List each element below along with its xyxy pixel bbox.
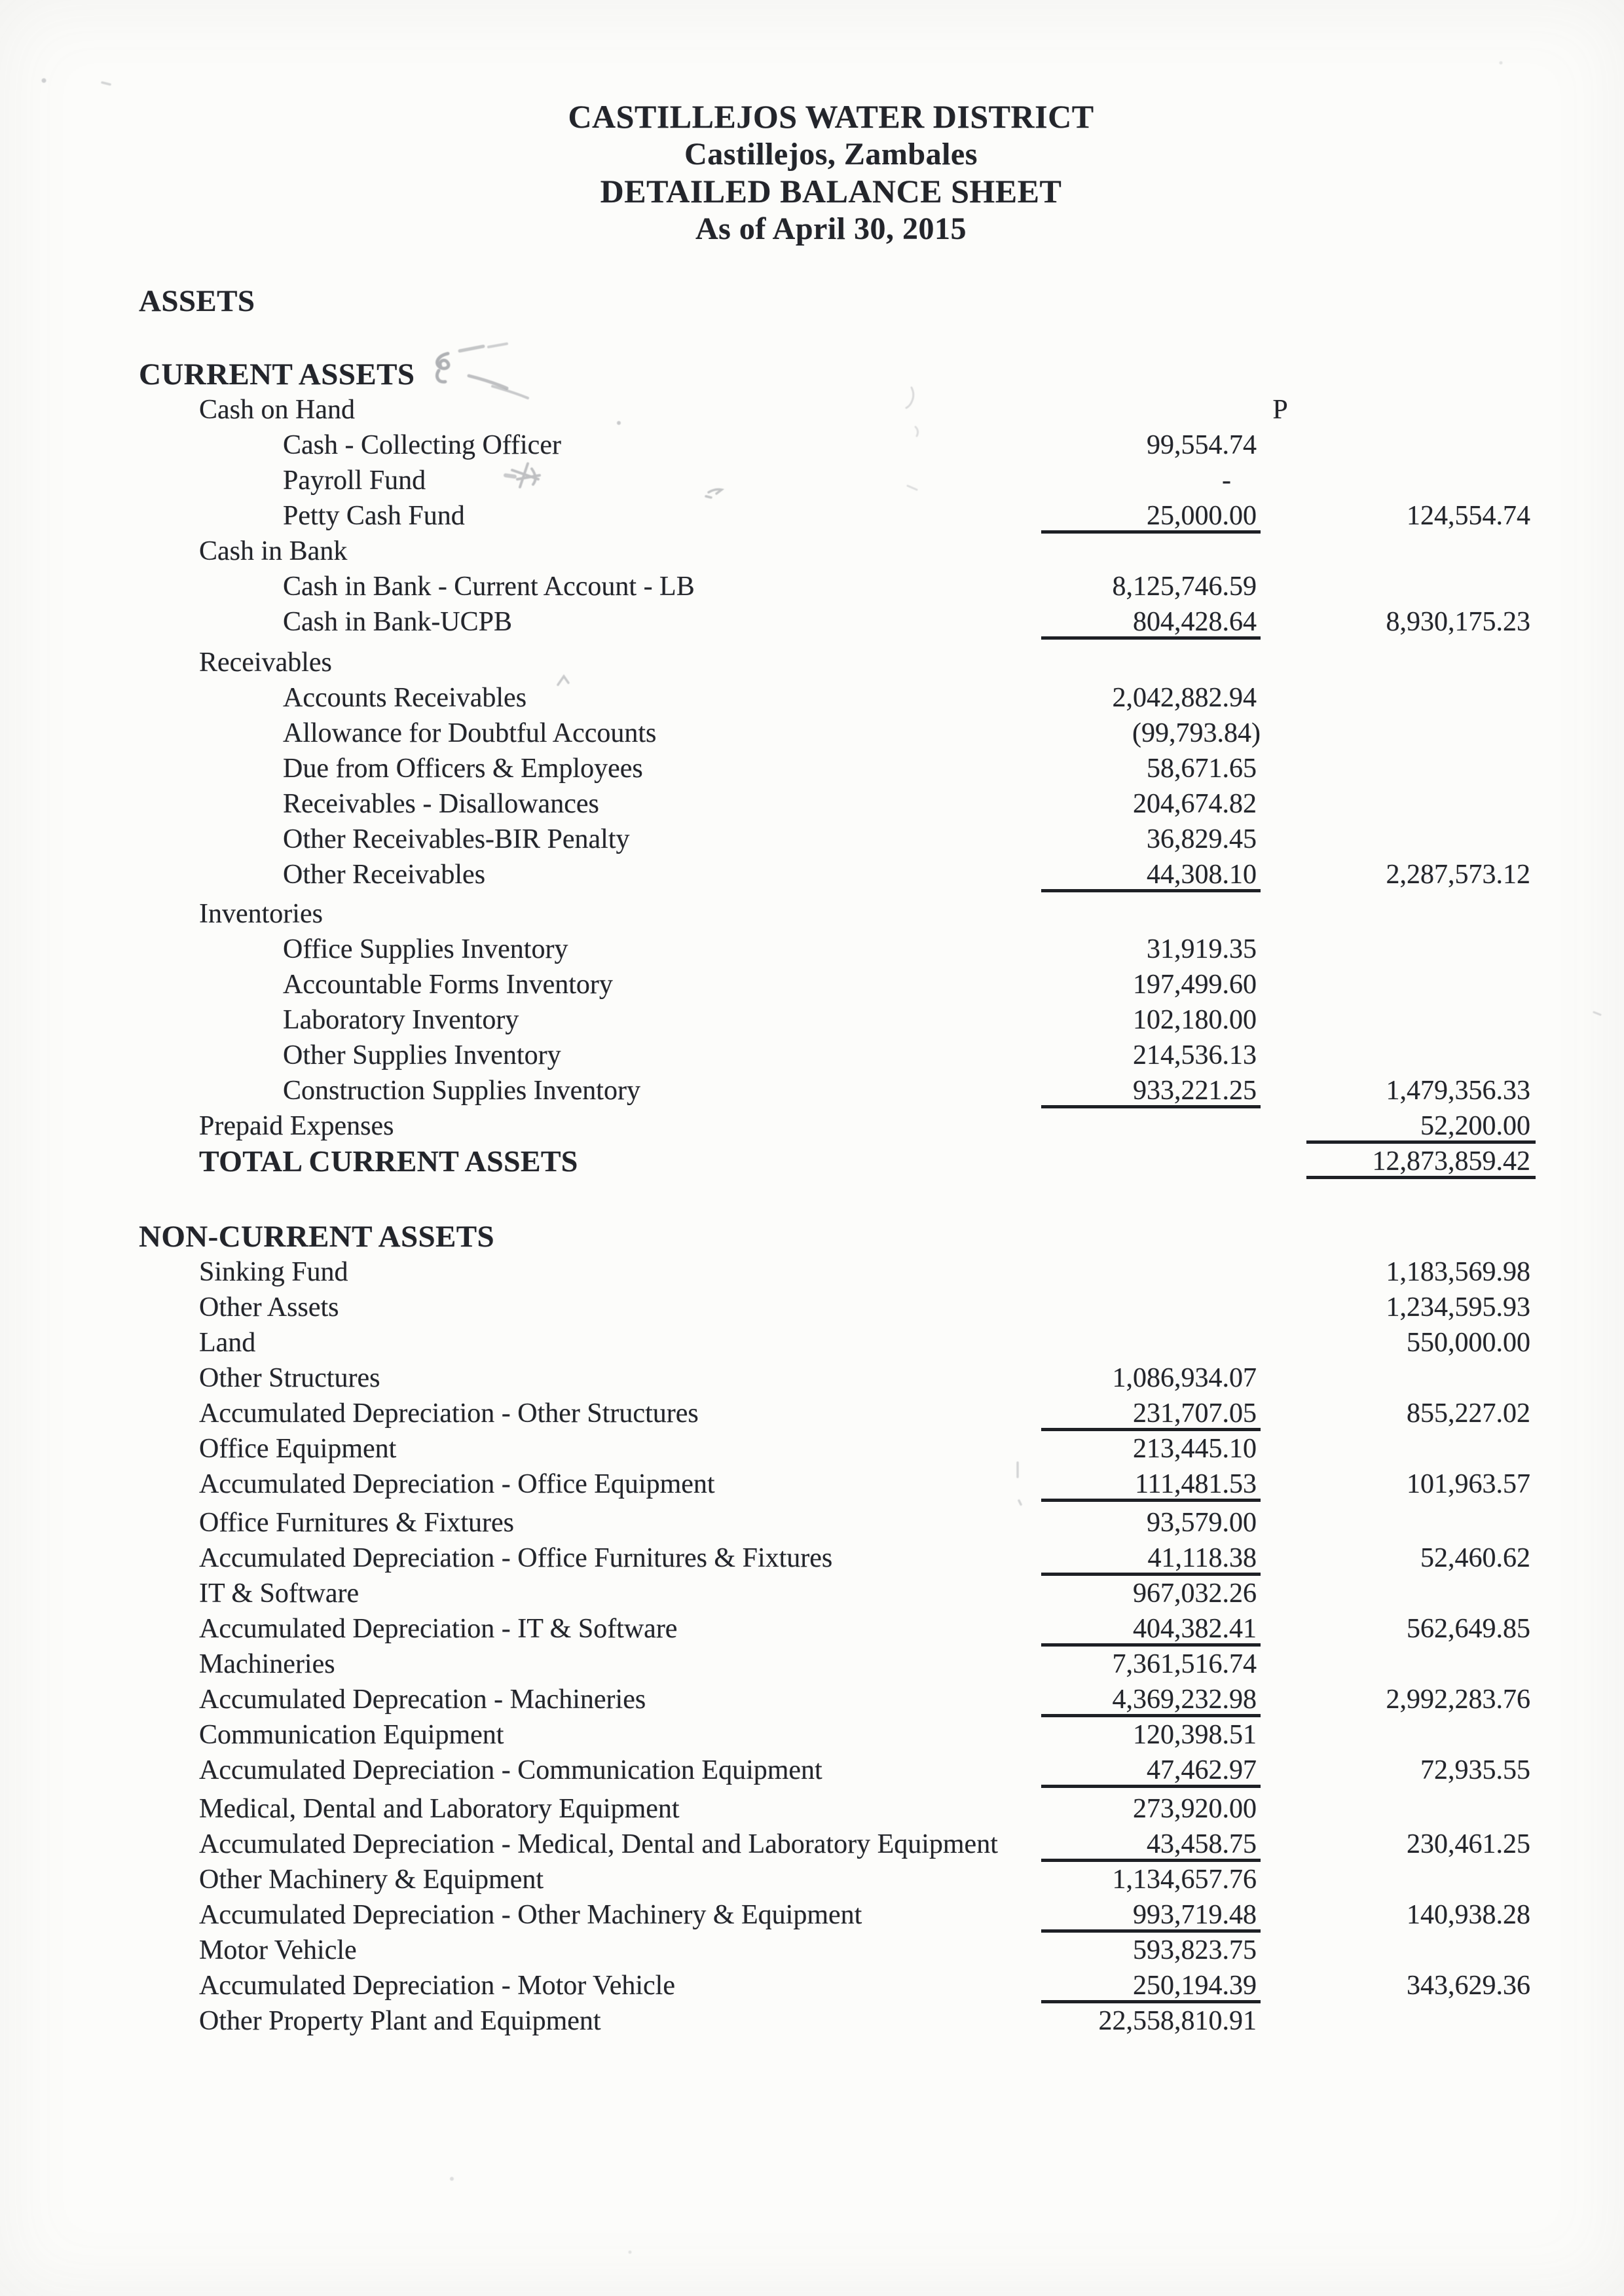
line-item-row bbox=[0, 569, 1624, 604]
line-item-row bbox=[0, 1360, 1624, 1396]
amount-col2: 2,287,573.12 bbox=[1386, 860, 1530, 890]
line-item-row bbox=[0, 1505, 1624, 1540]
line-item-row bbox=[0, 1431, 1624, 1467]
line-item-row bbox=[0, 1290, 1624, 1325]
line-item-row bbox=[0, 1540, 1624, 1576]
line-item-row bbox=[0, 1254, 1624, 1290]
line-item-row bbox=[0, 645, 1624, 680]
amount-col1: 7,361,516.74 bbox=[1112, 1649, 1257, 1679]
amount-col1: 120,398.51 bbox=[1133, 1720, 1257, 1750]
amount-col1: 933,221.25 bbox=[1041, 1073, 1261, 1108]
line-item-row bbox=[0, 534, 1624, 569]
amount-col1: 111,481.53 bbox=[1041, 1467, 1261, 1502]
line-item-label: Land bbox=[199, 1328, 256, 1358]
line-item-label: Accumulated Depreciation - Motor Vehicle bbox=[199, 1971, 675, 2001]
line-item-label: Inventories bbox=[199, 899, 323, 929]
currency-symbol: P bbox=[1272, 395, 1288, 425]
line-item-row bbox=[0, 786, 1624, 822]
line-item-label: Allowance for Doubtful Accounts bbox=[283, 718, 657, 748]
line-item-label: Construction Supplies Inventory bbox=[283, 1076, 640, 1106]
section-heading: ASSETS bbox=[139, 284, 255, 318]
line-item-row bbox=[0, 822, 1624, 857]
line-item-row bbox=[0, 1682, 1624, 1717]
report-title: DETAILED BALANCE SHEET bbox=[600, 173, 1062, 210]
line-item-label: Other Supplies Inventory bbox=[283, 1040, 561, 1070]
amount-col2: 343,629.36 bbox=[1407, 1971, 1530, 2001]
amount-col1: 102,180.00 bbox=[1133, 1005, 1257, 1035]
section-heading: CURRENT ASSETS bbox=[139, 357, 415, 392]
amount-col1: 2,042,882.94 bbox=[1112, 683, 1257, 713]
amount-col2: 8,930,175.23 bbox=[1386, 607, 1530, 637]
line-item-label: Petty Cash Fund bbox=[283, 501, 465, 531]
line-item-row bbox=[0, 1325, 1624, 1360]
amount-col2: 124,554.74 bbox=[1407, 501, 1530, 531]
line-item-label: Sinking Fund bbox=[199, 1257, 348, 1287]
amount-col2: 562,649.85 bbox=[1407, 1614, 1530, 1644]
line-item-label: Cash - Collecting Officer bbox=[283, 430, 561, 460]
line-item-label: Cash in Bank-UCPB bbox=[283, 607, 513, 637]
amount-col2: 52,200.00 bbox=[1306, 1108, 1536, 1144]
section-heading-row bbox=[0, 1144, 1624, 1179]
line-item-label: Other Receivables bbox=[283, 860, 486, 890]
line-item-label: Accumulated Depreciation - IT & Software bbox=[199, 1614, 678, 1644]
line-item-row bbox=[0, 1933, 1624, 1968]
amount-col2: 140,938.28 bbox=[1407, 1900, 1530, 1930]
section-heading-row bbox=[0, 1219, 1624, 1254]
line-item-label: Other Property Plant and Equipment bbox=[199, 2006, 601, 2036]
line-item-row bbox=[0, 463, 1624, 498]
amount-col1: 25,000.00 bbox=[1041, 498, 1261, 534]
line-item-row bbox=[0, 751, 1624, 786]
amount-col1: 804,428.64 bbox=[1041, 604, 1261, 640]
line-item-row bbox=[0, 1576, 1624, 1611]
amount-col1: 197,499.60 bbox=[1133, 970, 1257, 1000]
amount-col1: 43,458.75 bbox=[1041, 1827, 1261, 1862]
line-item-label: Prepaid Expenses bbox=[199, 1111, 394, 1141]
amount-col1: 93,579.00 bbox=[1147, 1508, 1257, 1538]
amount-col2: 52,460.62 bbox=[1420, 1543, 1530, 1573]
line-item-row bbox=[0, 2003, 1624, 2039]
line-item-label: Machineries bbox=[199, 1649, 335, 1679]
amount-col2: 1,183,569.98 bbox=[1386, 1257, 1530, 1287]
line-item-row bbox=[0, 392, 1624, 428]
line-item-row bbox=[0, 1717, 1624, 1753]
amount-col1: 273,920.00 bbox=[1133, 1794, 1257, 1824]
amount-col1: 213,445.10 bbox=[1133, 1434, 1257, 1464]
line-item-label: Receivables bbox=[199, 647, 332, 678]
amount-col2: 1,234,595.93 bbox=[1386, 1292, 1530, 1322]
amount-col2: 1,479,356.33 bbox=[1386, 1076, 1530, 1106]
amount-col1: 36,829.45 bbox=[1147, 824, 1257, 854]
amount-col2: 12,873,859.42 bbox=[1306, 1144, 1536, 1179]
line-item-row bbox=[0, 1827, 1624, 1862]
amount-col1: (99,793.84) bbox=[1132, 718, 1261, 748]
amount-col1: 44,308.10 bbox=[1041, 857, 1261, 892]
line-item-row bbox=[0, 857, 1624, 892]
line-item-row bbox=[0, 1791, 1624, 1827]
amount-col1: 993,719.48 bbox=[1041, 1897, 1261, 1933]
amount-col2: 2,992,283.76 bbox=[1386, 1685, 1530, 1715]
organization-location: Castillejos, Zambales bbox=[684, 137, 978, 172]
amount-col2: 230,461.25 bbox=[1407, 1829, 1530, 1859]
line-item-row bbox=[0, 1862, 1624, 1897]
line-item-row bbox=[0, 1611, 1624, 1647]
line-item-label: Laboratory Inventory bbox=[283, 1005, 519, 1035]
line-item-label: Accumulated Deprecation - Machineries bbox=[199, 1685, 646, 1715]
amount-col2: 101,963.57 bbox=[1407, 1469, 1530, 1499]
amount-col1: 214,536.13 bbox=[1133, 1040, 1257, 1070]
section-heading-row bbox=[0, 357, 1624, 392]
line-item-row bbox=[0, 1108, 1624, 1144]
line-item-row bbox=[0, 1002, 1624, 1038]
line-item-row bbox=[0, 1647, 1624, 1682]
line-item-label: Due from Officers & Employees bbox=[283, 754, 643, 784]
line-item-label: Other Receivables-BIR Penalty bbox=[283, 824, 630, 854]
line-item-label: Other Structures bbox=[199, 1363, 380, 1393]
line-item-label: Accumulated Depreciation - Other Machinery & Equipment bbox=[199, 1900, 862, 1930]
amount-col2: 855,227.02 bbox=[1407, 1398, 1530, 1429]
line-item-row bbox=[0, 1968, 1624, 2003]
line-item-label: Communication Equipment bbox=[199, 1720, 504, 1750]
line-item-row bbox=[0, 1073, 1624, 1108]
amount-col2: 550,000.00 bbox=[1407, 1328, 1530, 1358]
amount-col1: 41,118.38 bbox=[1041, 1540, 1261, 1576]
line-item-row bbox=[0, 716, 1624, 751]
line-item-label: Cash in Bank - Current Account - LB bbox=[283, 572, 695, 602]
line-item-label: Accumulated Depreciation - Office Furnitures & Fixtures bbox=[199, 1543, 833, 1573]
amount-col1: 31,919.35 bbox=[1147, 934, 1257, 964]
line-item-label: Office Supplies Inventory bbox=[283, 934, 568, 964]
line-item-row bbox=[0, 498, 1624, 534]
section-heading: TOTAL CURRENT ASSETS bbox=[199, 1144, 578, 1178]
document-header bbox=[0, 0, 1624, 247]
line-item-label: Accumulated Depreciation - Other Structures bbox=[199, 1398, 699, 1429]
amount-col1: 99,554.74 bbox=[1147, 430, 1257, 460]
amount-col1: 231,707.05 bbox=[1041, 1396, 1261, 1431]
line-item-row bbox=[0, 932, 1624, 967]
line-item-label: Office Furnitures & Fixtures bbox=[199, 1508, 514, 1538]
amount-col1: 250,194.39 bbox=[1041, 1968, 1261, 2003]
line-item-label: Accounts Receivables bbox=[283, 683, 527, 713]
amount-col1: 22,558,810.91 bbox=[1098, 2006, 1257, 2036]
amount-col1: 1,086,934.07 bbox=[1112, 1363, 1257, 1393]
line-item-label: Cash in Bank bbox=[199, 536, 348, 566]
amount-col1: 47,462.97 bbox=[1041, 1753, 1261, 1788]
amount-col1: 58,671.65 bbox=[1147, 754, 1257, 784]
line-item-row bbox=[0, 1467, 1624, 1502]
line-item-row bbox=[0, 896, 1624, 932]
line-item-row bbox=[0, 1396, 1624, 1431]
amount-col1: 404,382.41 bbox=[1041, 1611, 1261, 1647]
line-item-label: Payroll Fund bbox=[283, 465, 426, 496]
amount-col1: 593,823.75 bbox=[1133, 1935, 1257, 1965]
amount-col1: 967,032.26 bbox=[1133, 1578, 1257, 1609]
amount-col1: 8,125,746.59 bbox=[1112, 572, 1257, 602]
line-item-row bbox=[0, 1038, 1624, 1073]
line-item-label: Accountable Forms Inventory bbox=[283, 970, 613, 1000]
line-item-label: Other Assets bbox=[199, 1292, 339, 1322]
line-item-label: Accumulated Depreciation - Communication Equipment bbox=[199, 1755, 822, 1785]
line-item-label: IT & Software bbox=[199, 1578, 360, 1609]
line-items bbox=[0, 283, 1624, 2039]
line-item-label: Accumulated Depreciation - Medical, Dental and Laboratory Equipment bbox=[199, 1829, 998, 1859]
line-item-label: Motor Vehicle bbox=[199, 1935, 357, 1965]
line-item-label: Cash on Hand bbox=[199, 395, 355, 425]
amount-col2: 72,935.55 bbox=[1420, 1755, 1530, 1785]
line-item-label: Accumulated Depreciation - Office Equipment bbox=[199, 1469, 715, 1499]
line-item-label: Medical, Dental and Laboratory Equipment bbox=[199, 1794, 680, 1824]
line-item-row bbox=[0, 680, 1624, 716]
report-date: As of April 30, 2015 bbox=[695, 211, 967, 246]
amount-col1: 1,134,657.76 bbox=[1112, 1865, 1257, 1895]
line-item-row bbox=[0, 967, 1624, 1002]
line-item-row bbox=[0, 604, 1624, 640]
amount-col1: 4,369,232.98 bbox=[1041, 1682, 1261, 1717]
line-item-label: Office Equipment bbox=[199, 1434, 397, 1464]
line-item-row bbox=[0, 1753, 1624, 1788]
amount-col1: - bbox=[1222, 465, 1231, 496]
section-heading-row bbox=[0, 283, 1624, 319]
organization-name: CASTILLEJOS WATER DISTRICT bbox=[568, 98, 1094, 135]
amount-col1: 204,674.82 bbox=[1133, 789, 1257, 819]
line-item-row bbox=[0, 428, 1624, 463]
line-item-label: Other Machinery & Equipment bbox=[199, 1865, 544, 1895]
line-item-label: Receivables - Disallowances bbox=[283, 789, 599, 819]
section-heading: NON-CURRENT ASSETS bbox=[139, 1220, 495, 1254]
line-item-row bbox=[0, 1897, 1624, 1933]
